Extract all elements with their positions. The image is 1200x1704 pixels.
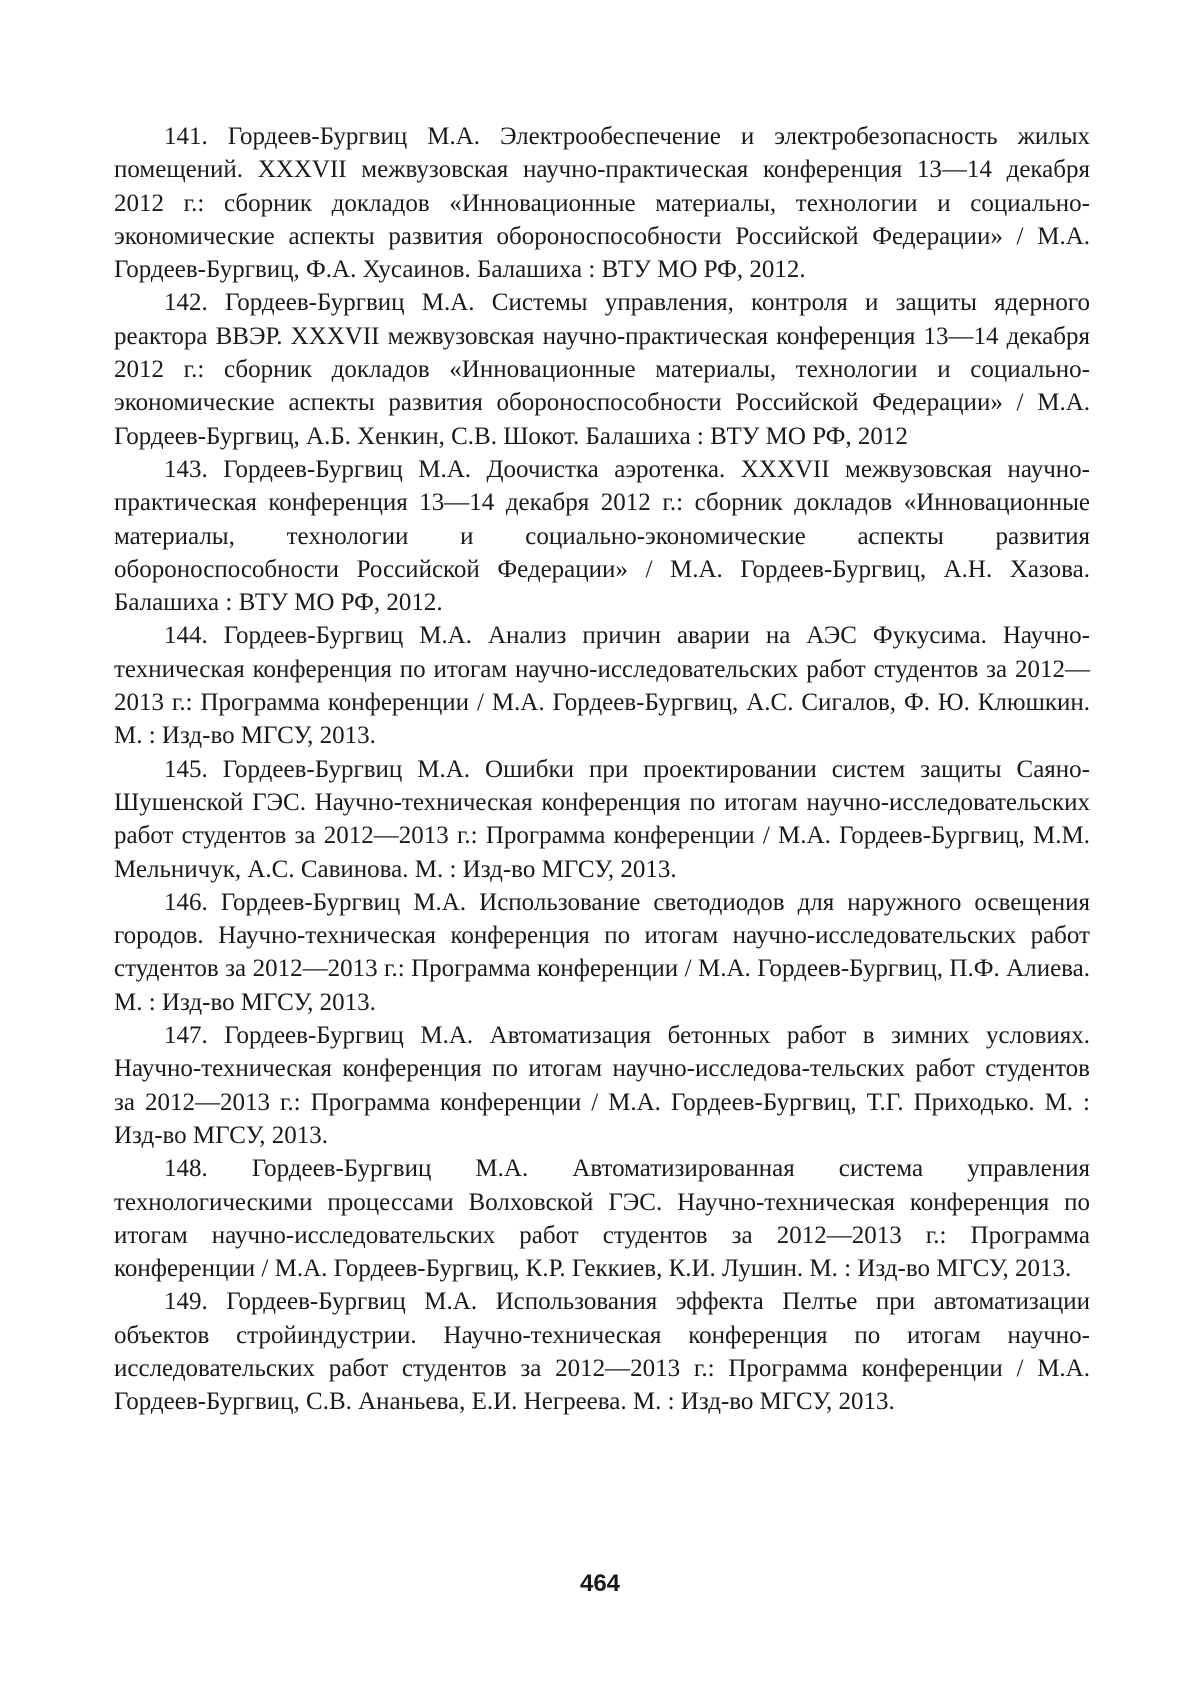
- entry-text: Гордеев-Бургвиц М.А. Системы управления, контроля и защиты ядерного реактора ВВЭР. XXXVII межвузовская научно-практическая конференция 13—14 декабря 2012 г.: сборник докладов «Инновационные материалы, технологии и социально-экономические аспекты развития обороноспособности Российской Федерации» / М.А. Гордеев-Бургвиц, А.Б. Хенкин, С.В. Шокот. Балашиха : ВТУ МО РФ, 2012: [114, 289, 1090, 450]
- entry-text: Гордеев-Бургвиц М.А. Использования эффекта Пелтье при автоматизации объектов стройиндустрии. Научно-техническая конференция по итогам научно-исследовательских работ студентов за 2012—2013 г.: Программа конференции / М.А. Гордеев-Бургвиц, С.В. Ананьева, Е.И. Негреева. М. : Изд-во МГСУ, 2013.: [114, 1288, 1091, 1416]
- document-page: [114, 120, 1090, 1419]
- entry-text: Гордеев-Бургвиц М.А. Ошибки при проектировании систем защиты Саяно-Шушенской ГЭС. Научно-техническая конференция по итогам научно-исследовательских работ студентов за 2012—2013 г.: Программа конференции / М.А. Гордеев-Бургвиц, М.М. Мельничук, А.С. Савинова. М. : Изд-во МГСУ, 2013.: [114, 755, 1090, 883]
- entry-number: 148.: [164, 1155, 208, 1183]
- bibliography-entry: [114, 286, 1090, 452]
- entry-text: Гордеев-Бургвиц М.А. Доочистка аэротенка. XXXVII межвузовская научно-практическая конференция 13—14 декабря 2012 г.: сборник докладов «Инновационные материалы, технологии и социально-экономические аспекты развития обороноспособности Российской Федерации» / М.А. Гордеев-Бургвиц, А.Н. Хазова. Балашиха : ВТУ МО РФ, 2012.: [114, 455, 1091, 617]
- entry-number: 142.: [164, 289, 208, 317]
- bibliography-entry: [114, 886, 1090, 1019]
- entry-text: Гордеев-Бургвиц М.А. Автоматизация бетонных работ в зимних условиях. Научно-техническая конференция по итогам научно-исследова-тельских работ студентов за 2012—2013 г.: Программа конференции / М.А. Гордеев-Бургвиц, Т.Г. Приходько. М. : Изд-во МГСУ, 2013.: [114, 1022, 1091, 1149]
- entry-text: Гордеев-Бургвиц М.А. Автоматизированная система управления технологическими процессами Волховской ГЭС. Научно-техническая конференция по итогам научно-исследовательских работ студентов за 2012—2013 г.: Программа конференции / М.А. Гордеев-Бургвиц, К.Р. Геккиев, К.И. Лушин. М. : Изд-во МГСУ, 2013.: [114, 1155, 1090, 1283]
- entry-number: 141.: [164, 123, 208, 150]
- entry-number: 146.: [164, 888, 208, 916]
- entry-text: Гордеев-Бургвиц М.А. Электрообеспечение и электробезопасность жилых помещений. XXXVII межвузовская научно-практическая конференция 13—14 декабря 2012 г.: сборник докладов «Инновационные материалы, технологии и социально-экономические аспекты развития обороноспособности Российской Федерации» / М.А. Гордеев-Бургвиц, Ф.А. Хусаинов. Балашиха : ВТУ МО РФ, 2012.: [114, 123, 1091, 284]
- bibliography-entry: [114, 753, 1090, 886]
- page-number: 464: [579, 1570, 621, 1597]
- bibliography-entry: [114, 1285, 1090, 1418]
- entry-number: 149.: [164, 1288, 208, 1316]
- bibliography-entry: [114, 453, 1090, 619]
- bibliography-entry: [114, 1152, 1090, 1285]
- entry-text: Гордеев-Бургвиц М.А. Анализ причин аварии на АЭС Фукусима. Научно-техническая конференция по итогам научно-исследовательских работ студентов за 2012—2013 г.: Программа конференции / М.А. Гордеев-Бургвиц, А.С. Сигалов, Ф. Ю. Клюшкин. М. : Изд-во МГСУ, 2013.: [114, 622, 1090, 750]
- entry-number: 144.: [164, 622, 208, 650]
- entry-number: 147.: [164, 1022, 208, 1050]
- bibliography-entry: [114, 619, 1090, 752]
- entry-number: 145.: [164, 755, 208, 783]
- entry-text: Гордеев-Бургвиц М.А. Использование светодиодов для наружного освещения городов. Научно-техническая конференция по итогам научно-исследовательских работ студентов за 2012—2013 г.: Программа конференции / М.А. Гордеев-Бургвиц, П.Ф. Алиева. М. : Изд-во МГСУ, 2013.: [114, 888, 1090, 1016]
- entry-number: 143.: [164, 455, 208, 483]
- bibliography-list: [114, 120, 1090, 1419]
- bibliography-entry: [114, 120, 1090, 286]
- bibliography-entry: [114, 1019, 1090, 1152]
